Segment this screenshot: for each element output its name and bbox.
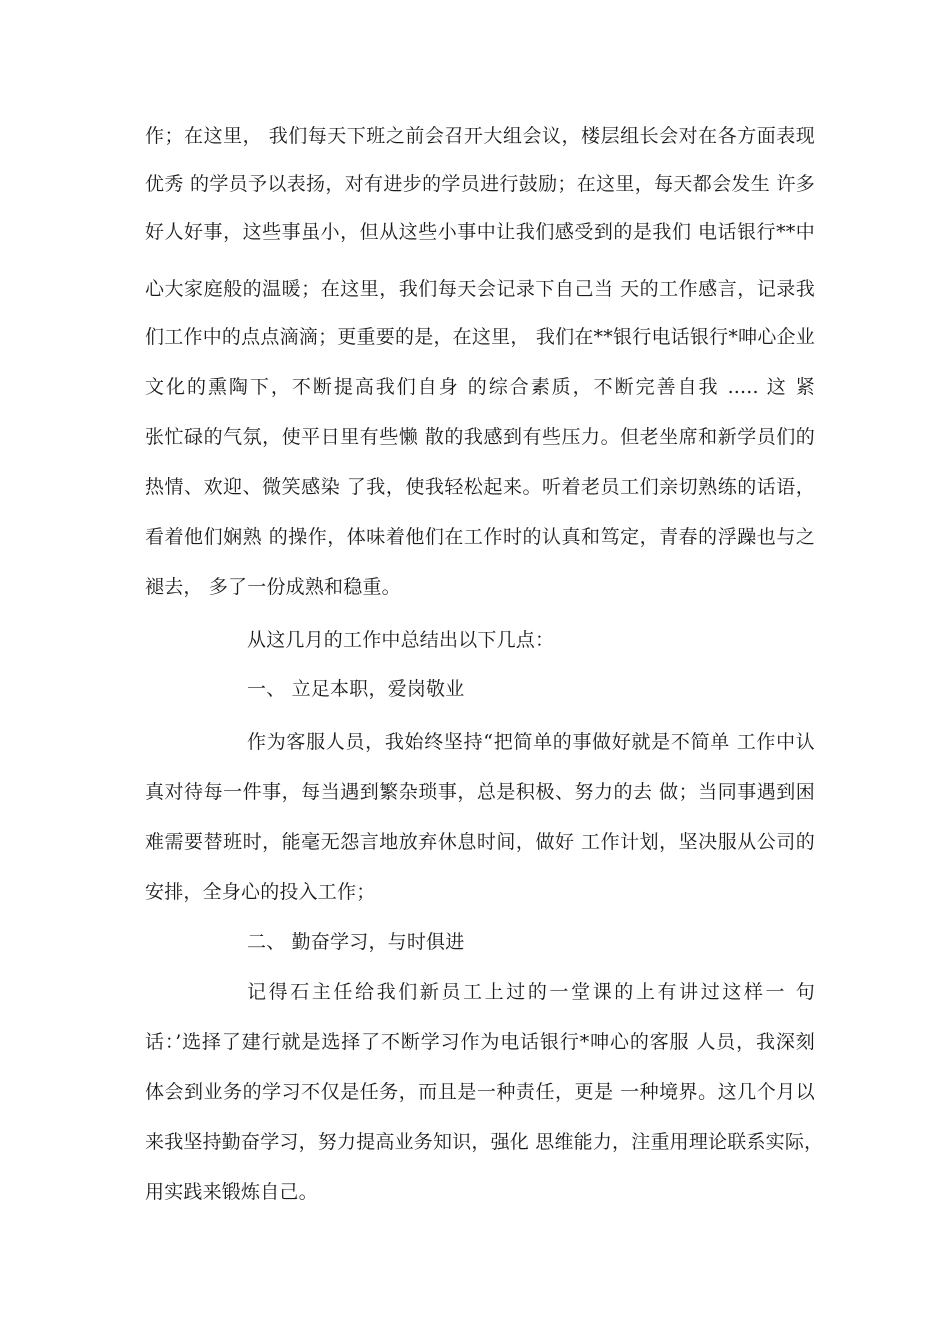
text-line: 褪去， 多了一份成熟和稳重。 [145,576,401,598]
section-heading-2: 二、 勤奋学习，与时俱进 [247,931,465,953]
text-line: 优秀 的学员予以表扬，对有进步的学员进行鼓励；在这里，每天都会发生 许多 [145,173,815,195]
text-line: 用实践来锻炼自己。 [145,1181,318,1203]
text-line: 话：’选择了建行就是选择了不断学习作为电话银行*呻心的客服 人员，我深刻 [145,1031,815,1053]
text-line: 文化的熏陶下，不断提高我们自身 的综合素质，不断完善自我 ..... 这 紧 [145,376,815,398]
text-line: 作；在这里， 我们每天下班之前会召开大组会议，楼层组长会对在各方面表现 [145,125,815,147]
text-line: 记得石主任给我们新员工上过的一堂课的上有讲过这样一 句 [247,981,815,1003]
summary-intro: 从这几月的工作中总结出以下几点： [247,629,555,651]
text-line: 难需要替班时，能毫无怨言地放弃休息时间，做好 工作计划，坚决服从公司的 [145,831,815,853]
text-line: 热情、欢迎、微笑感染 了我，使我轻松起来。听着老员工们亲切熟练的话语， [145,476,815,498]
text-line: 张忙碌的气氛，使平日里有些懒 散的我感到有些压力。但老坐席和新学员们的 [145,426,815,448]
text-line: 真对待每一件事，每当遇到繁杂琐事，总是积极、努力的去 做；当同事遇到困 [145,781,815,803]
text-line: 体会到业务的学习不仅是任务，而且是一种责任，更是 一种境界。这几个月以 [145,1081,815,1103]
text-line: 们工作中的点点滴滴；更重要的是，在这里， 我们在**银行电话银行*呻心企业 [145,326,815,348]
text-line: 作为客服人员，我始终坚持“把简单的事做好就是不简单 工作中认 [247,731,815,753]
section-heading-1: 一、 立足本职，爱岗敬业 [247,678,465,700]
text-line: 好人好事，这些事虽小，但从这些小事中让我们感受到的是我们 电话银行**中 [145,221,815,243]
text-line: 来我坚持勤奋学习，努力提高业务知识，强化 思维能力，注重用理论联系实际， [145,1131,824,1153]
text-line: 看着他们娴熟 的操作，体味着他们在工作时的认真和笃定，青春的浮躁也与之 [145,526,815,548]
text-line: 心大家庭般的温暖；在这里，我们每天会记录下自己当 天的工作感言，记录我 [145,278,815,300]
text-line: 安排，全身心的投入工作； [145,881,376,903]
